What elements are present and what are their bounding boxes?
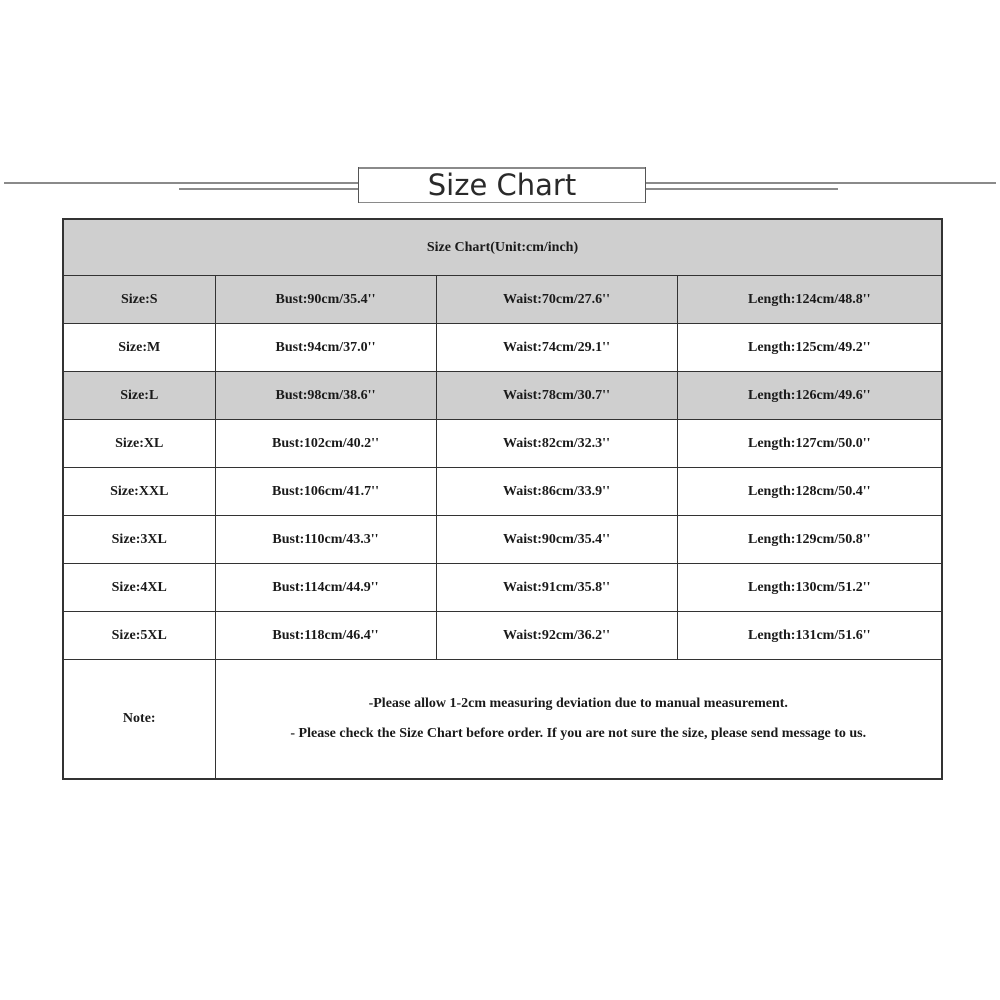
table-row (63, 420, 942, 468)
bust-cell: Bust:110cm/43.3'' (215, 516, 436, 564)
length-cell: Length:129cm/50.8'' (677, 516, 942, 564)
waist-cell: Waist:86cm/33.9'' (436, 468, 677, 516)
waist-cell: Waist:90cm/35.4'' (436, 516, 677, 564)
title-rule-right-inner (646, 188, 838, 190)
waist-cell: Waist:82cm/32.3'' (436, 420, 677, 468)
table-row (63, 372, 942, 420)
table-row (63, 324, 942, 372)
table-row (63, 564, 942, 612)
length-cell: Length:126cm/49.6'' (677, 372, 942, 420)
size-cell: Size:S (63, 276, 215, 324)
length-cell: Length:124cm/48.8'' (677, 276, 942, 324)
size-cell: Size:4XL (63, 564, 215, 612)
bust-cell: Bust:118cm/46.4'' (215, 612, 436, 660)
bust-cell: Bust:114cm/44.9'' (215, 564, 436, 612)
table-row (63, 276, 942, 324)
size-table (62, 218, 943, 780)
size-cell: Size:XL (63, 420, 215, 468)
bust-cell: Bust:106cm/41.7'' (215, 468, 436, 516)
length-cell: Length:127cm/50.0'' (677, 420, 942, 468)
waist-cell: Waist:92cm/36.2'' (436, 612, 677, 660)
table-row (63, 612, 942, 660)
length-cell: Length:131cm/51.6'' (677, 612, 942, 660)
note-line-1: -Please allow 1-2cm measuring deviation due to manual measurement. (368, 696, 788, 711)
waist-cell: Waist:74cm/29.1'' (436, 324, 677, 372)
title-banner (358, 167, 646, 203)
table-row (63, 468, 942, 516)
table-header: Size Chart(Unit:cm/inch) (63, 219, 942, 276)
length-cell: Length:128cm/50.4'' (677, 468, 942, 516)
table-row (63, 516, 942, 564)
waist-cell: Waist:78cm/30.7'' (436, 372, 677, 420)
bust-cell: Bust:102cm/40.2'' (215, 420, 436, 468)
waist-cell: Waist:91cm/35.8'' (436, 564, 677, 612)
bust-cell: Bust:98cm/38.6'' (215, 372, 436, 420)
note-line-2: - Please check the Size Chart before order. If you are not sure the size, please send message to us. (290, 726, 867, 741)
page-title: Size Chart (427, 168, 577, 202)
note-content (215, 660, 942, 780)
note-row (63, 660, 942, 780)
size-cell: Size:XXL (63, 468, 215, 516)
table-header-row (63, 219, 942, 276)
title-rule-right-outer (646, 182, 996, 184)
bust-cell: Bust:94cm/37.0'' (215, 324, 436, 372)
note-label: Note: (63, 660, 215, 780)
length-cell: Length:125cm/49.2'' (677, 324, 942, 372)
size-cell: Size:M (63, 324, 215, 372)
size-cell: Size:3XL (63, 516, 215, 564)
waist-cell: Waist:70cm/27.6'' (436, 276, 677, 324)
size-cell: Size:L (63, 372, 215, 420)
size-cell: Size:5XL (63, 612, 215, 660)
bust-cell: Bust:90cm/35.4'' (215, 276, 436, 324)
title-rule-left-inner (179, 188, 358, 190)
length-cell: Length:130cm/51.2'' (677, 564, 942, 612)
title-rule-left-outer (4, 182, 358, 184)
